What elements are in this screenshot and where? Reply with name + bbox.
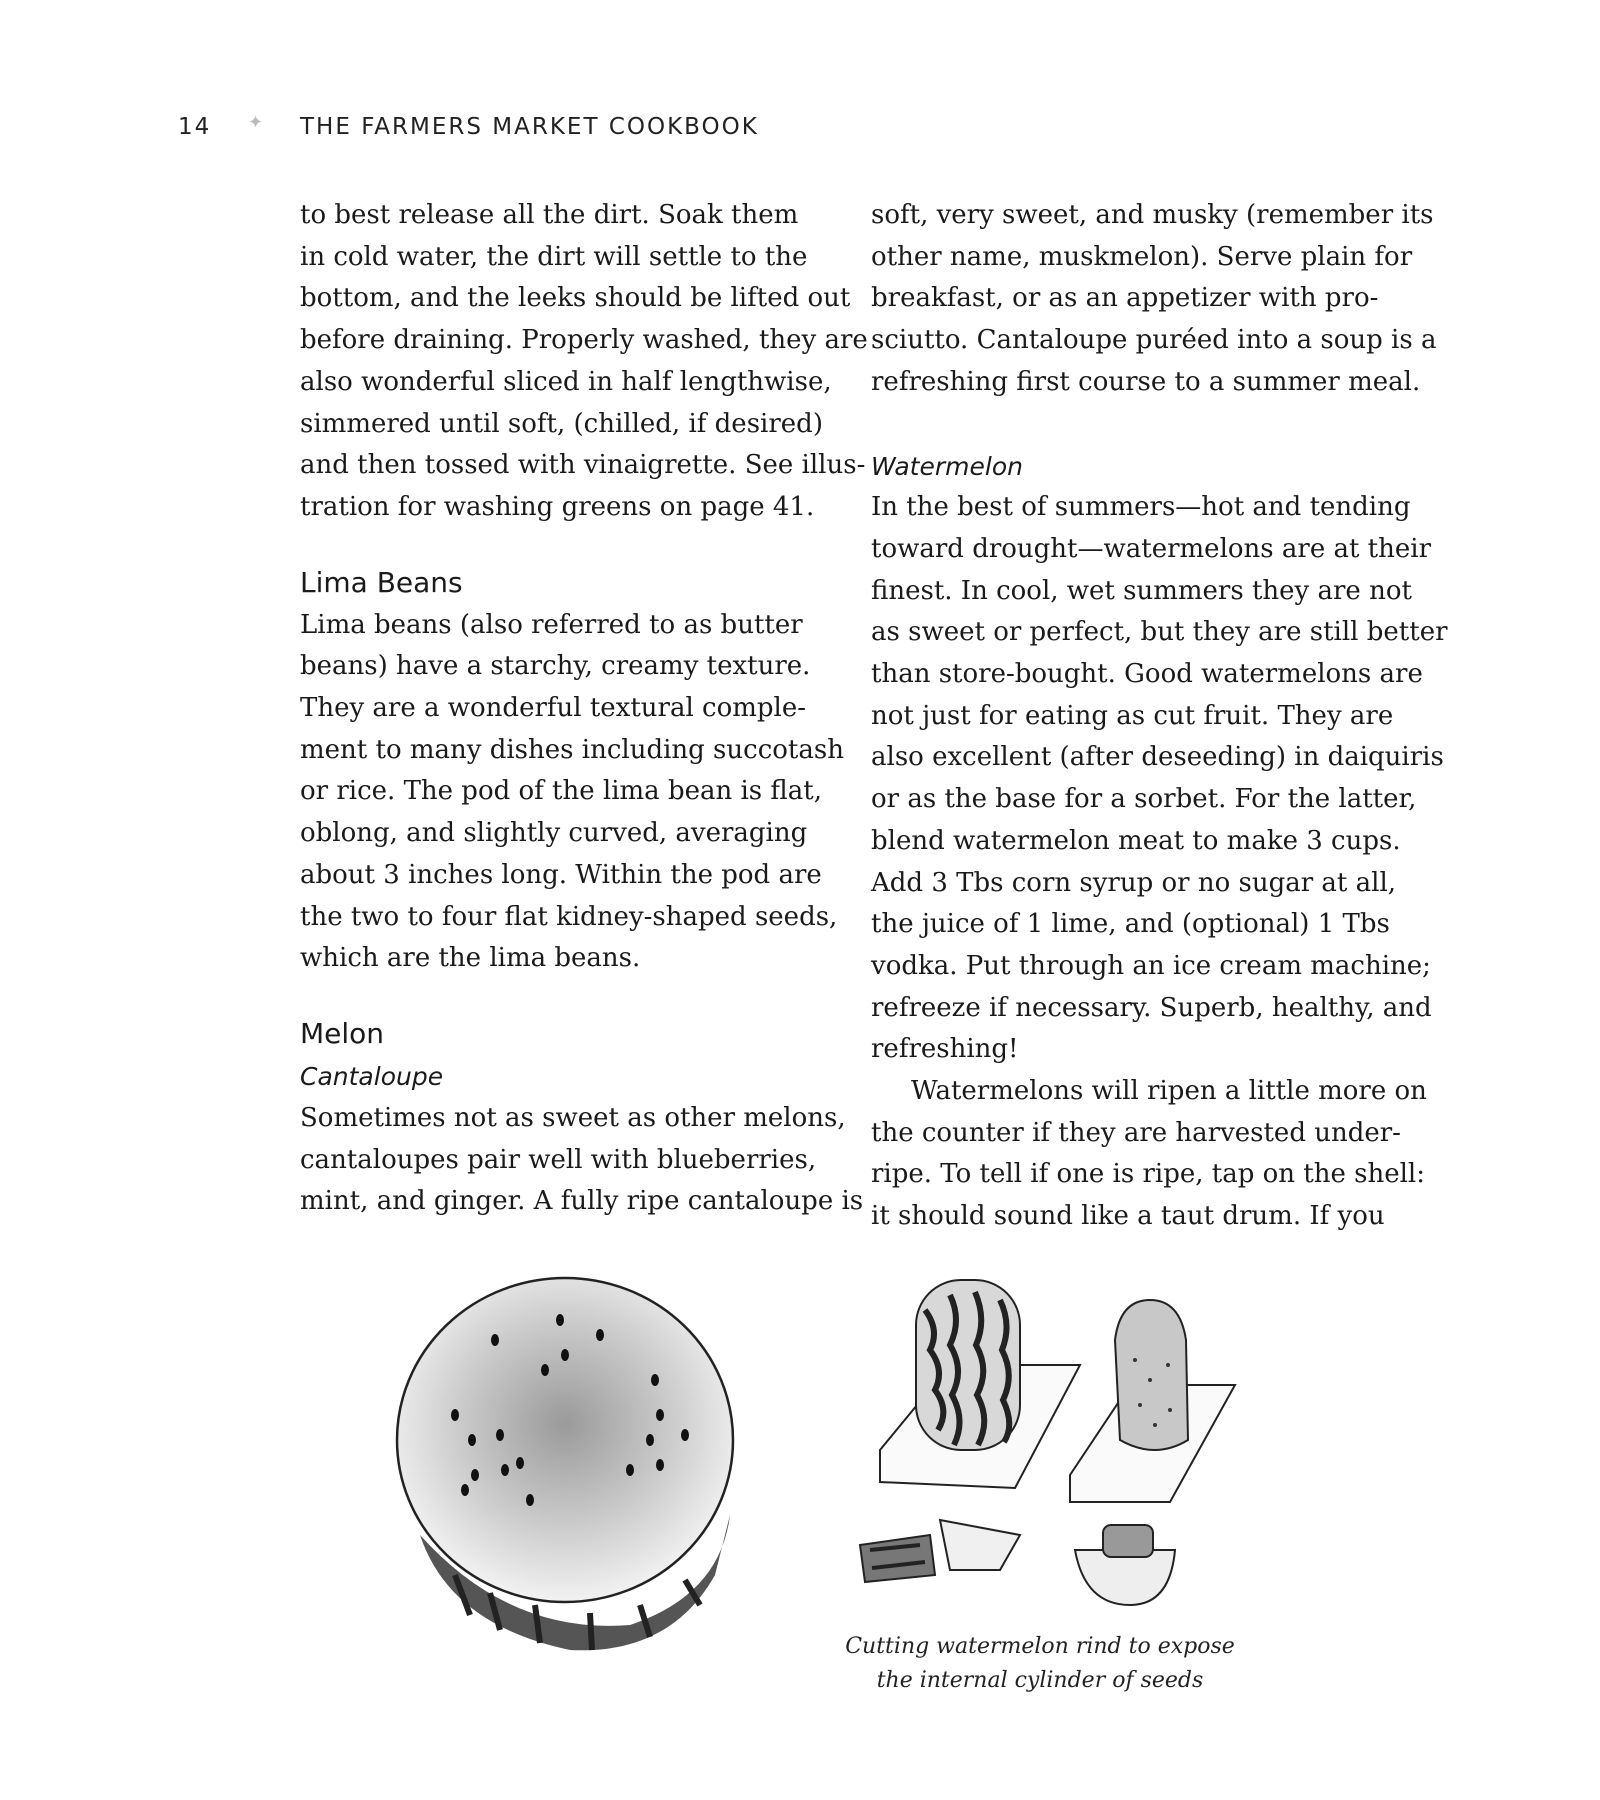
text-line: sciutto. Cantaloupe puréed into a soup is a [871,325,1437,356]
text-line: not just for eating as cut fruit. They are [871,700,1394,731]
text-line: refreeze if necessary. Superb, healthy, and [871,992,1432,1023]
text-line: or as the base for a sorbet. For the latter, [871,784,1417,815]
section-heading-melon: Melon [300,1016,385,1050]
text-line: as sweet or perfect, but they are still better [871,617,1448,648]
caption-line: the internal cylinder of seeds [876,1668,1204,1693]
subheading-watermelon: Watermelon [871,451,1023,481]
text-line: to best release all the dirt. Soak them [300,200,799,230]
text-line: which are the lima beans. [300,943,641,974]
text-line: the juice of 1 lime, and (optional) 1 Tbs [871,909,1390,940]
text-line: refreshing first course to a summer meal. [871,366,1421,397]
text-line: bottom, and the leeks should be lifted out [300,283,851,314]
text-line: vodka. Put through an ice cream machine; [871,950,1431,981]
text-line: Watermelons will ripen a little more on [911,1076,1427,1107]
text-line: toward drought—watermelons are at their [871,533,1432,564]
text-line: Sometimes not as sweet as other melons, [300,1102,846,1133]
text-line: They are a wonderful textural comple- [300,693,807,724]
text-line: the counter if they are harvested under- [871,1117,1401,1148]
text-line: cantaloupes pair well with blueberries, [300,1144,817,1175]
text-line: mint, and ginger. A fully ripe cantaloupe is [300,1186,864,1217]
header-ornament: ✦ [248,112,266,133]
text-line: ment to many dishes including succotash [300,734,844,765]
left-column [300,195,868,1223]
subheading-cantaloupe: Cantaloupe [300,1061,444,1091]
text-line: also excellent (after deseeding) in daiquiris [871,742,1444,773]
book-title: THE FARMERS MARKET COOKBOOK [300,114,759,140]
text-line: refreshing! [871,1034,1019,1065]
section-heading-lima-beans: Lima Beans [300,565,463,599]
text-line: Add 3 Tbs corn syrup or no sugar at all, [871,867,1397,898]
text-line: in cold water, the dirt will settle to the [300,241,808,272]
text-line: and then tossed with vinaigrette. See illus- [300,450,866,481]
text-line: simmered until soft, (chilled, if desired) [300,408,823,439]
text-line: blend watermelon meat to make 3 cups. [871,825,1401,856]
text-line: finest. In cool, wet summers they are not [871,575,1412,606]
right-column [871,195,1448,1238]
text-line: or rice. The pod of the lima bean is flat, [300,776,822,807]
watermelon-slice-illustration [360,1275,760,1665]
text-line: than store-bought. Good watermelons are [871,659,1423,690]
page-number: 14 [178,114,212,140]
text-line: about 3 inches long. Within the pod are [300,859,822,890]
text-line: oblong, and slightly curved, averaging [300,818,808,849]
text-line: Lima beans (also referred to as butter [300,609,803,640]
text-line: soft, very sweet, and musky (remember its [871,200,1434,230]
cutting-watermelon-illustration [850,1270,1250,1620]
text-line: also wonderful sliced in half lengthwise, [300,366,832,397]
text-line: ripe. To tell if one is ripe, tap on the shell: [871,1159,1425,1190]
text-line: beans) have a starchy, creamy texture. [300,651,811,682]
text-line: it should sound like a taut drum. If you [871,1201,1385,1232]
text-line: other name, muskmelon). Serve plain for [871,241,1413,272]
text-line: before draining. Properly washed, they are [300,325,868,356]
illustration-caption [840,1630,1240,1698]
text-line: the two to four flat kidney-shaped seeds, [300,901,838,932]
text-line: In the best of summers—hot and tending [871,492,1411,523]
text-line: breakfast, or as an appetizer with pro- [871,283,1379,314]
caption-line: Cutting watermelon rind to expose [845,1634,1235,1659]
text-line: tration for washing greens on page 41. [300,491,815,522]
